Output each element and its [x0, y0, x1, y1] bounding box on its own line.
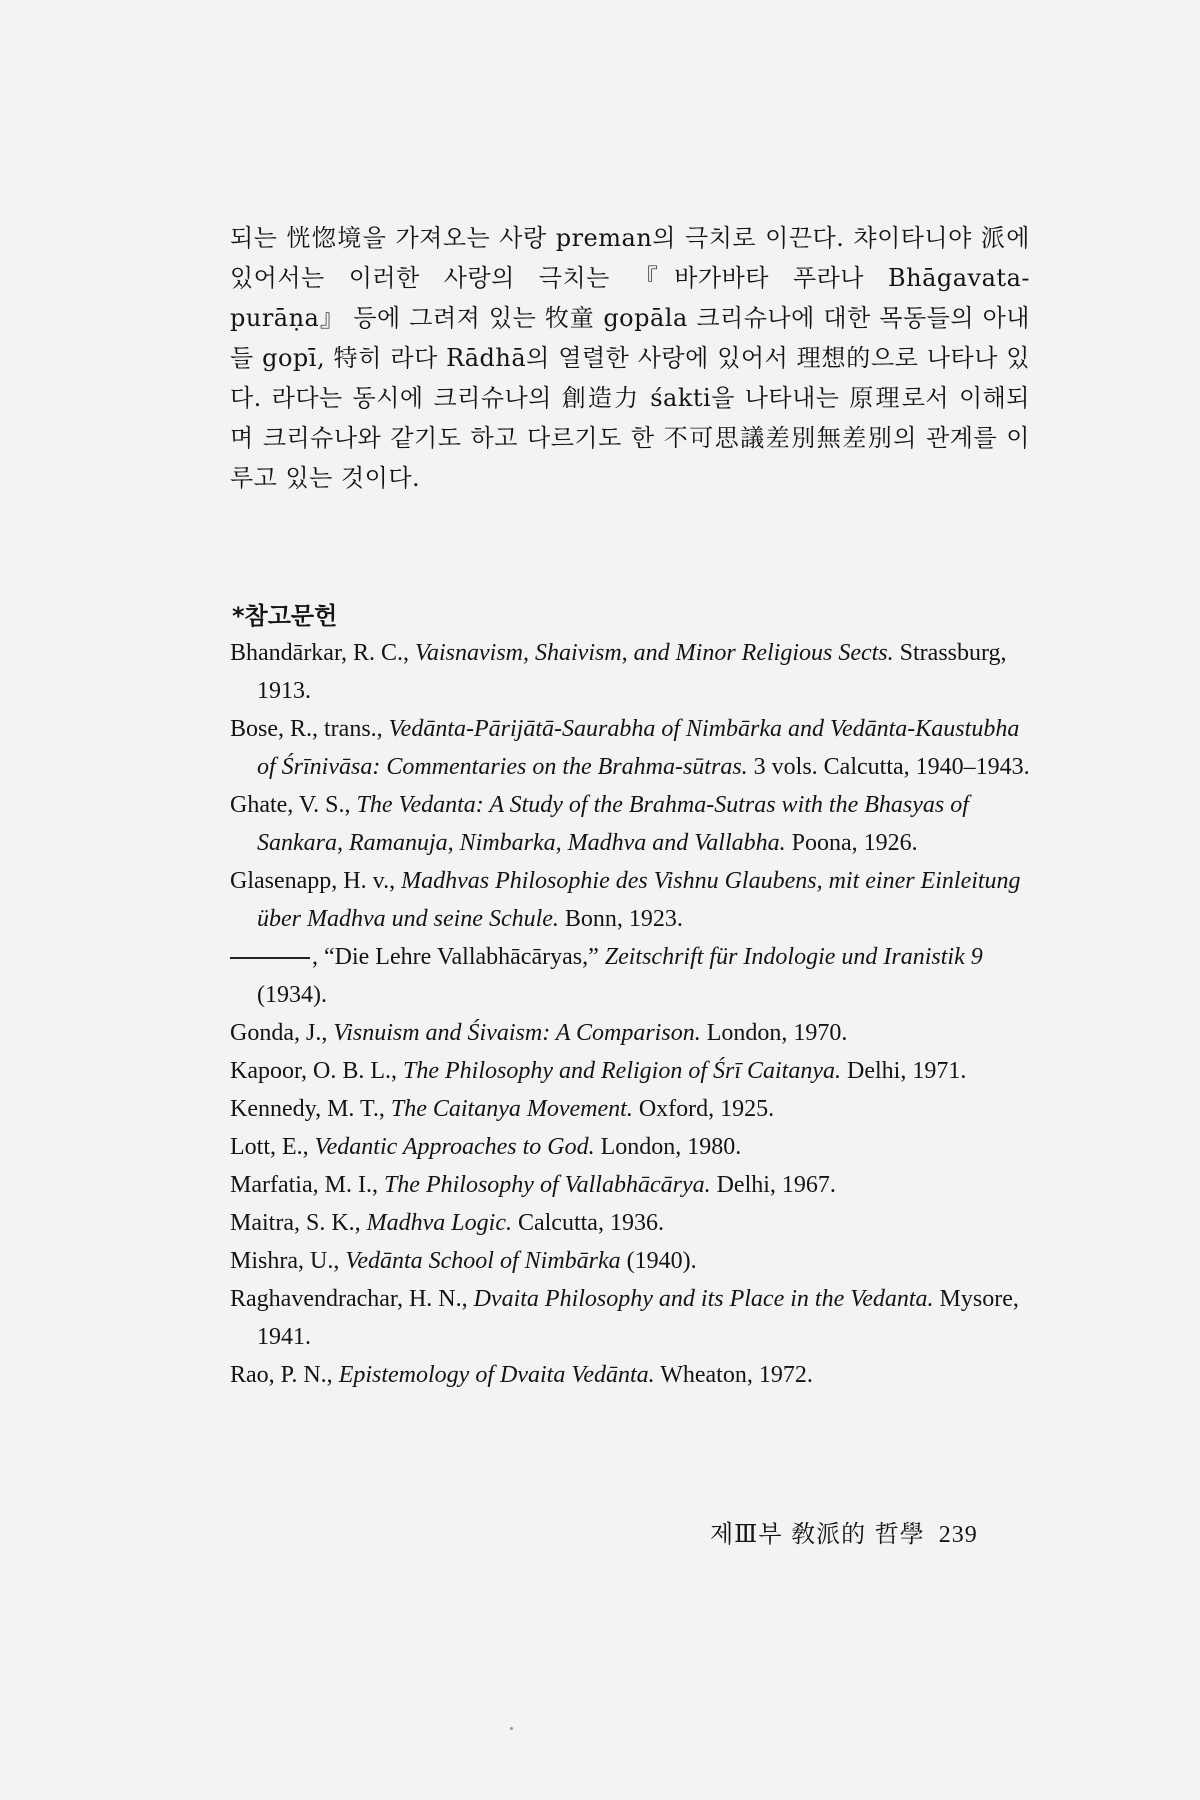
reference-entry	[230, 1052, 1030, 1090]
footer-section-title: 제Ⅲ부 敎派的 哲學	[710, 1520, 925, 1548]
reference-entry	[230, 1356, 1030, 1394]
reference-publication: 3 vols. Calcutta, 1940–1943.	[747, 754, 1030, 780]
reference-title: Madhva Logic.	[366, 1210, 512, 1236]
reference-author: Raghavendrachar, H. N.,	[230, 1286, 474, 1312]
reference-entry	[230, 1090, 1030, 1128]
reference-entry	[230, 862, 1030, 938]
reference-entry	[230, 1204, 1030, 1242]
reference-author: Ghate, V. S.,	[230, 792, 357, 818]
reference-title: Visnuism and Śivaism: A Comparison.	[333, 1020, 701, 1046]
reference-publication: Poona, 1926.	[785, 830, 918, 856]
reference-entry	[230, 938, 1030, 1014]
reference-title: Vaisnavism, Shaivism, and Minor Religious Sects.	[415, 640, 894, 666]
reference-entry	[230, 786, 1030, 862]
reference-publication: London, 1970.	[700, 1020, 848, 1046]
scan-speck	[510, 1727, 513, 1730]
page-number: 239	[938, 1522, 978, 1548]
reference-author: Kennedy, M. T.,	[230, 1096, 391, 1122]
reference-entry	[230, 634, 1030, 710]
reference-author: Kapoor, O. B. L.,	[230, 1058, 404, 1084]
reference-title: Vedānta School of Nimbārka	[345, 1248, 621, 1274]
reference-author: Maitra, S. K.,	[230, 1210, 367, 1236]
reference-title: Dvaita Philosophy and its Place in the Vedanta.	[473, 1286, 934, 1312]
reference-entry	[230, 1014, 1030, 1052]
reference-title: Epistemology of Dvaita Vedānta.	[338, 1362, 655, 1388]
reference-publication: Mysore, 1941.	[257, 1286, 1019, 1350]
reference-publication: (1940).	[620, 1248, 697, 1274]
reference-title: Zeitschrift für Indologie und Iranistik 9	[604, 944, 983, 970]
reference-author: , “Die Lehre Vallabhācāryas,”	[312, 944, 605, 970]
reference-author: Glasenapp, H. v.,	[230, 868, 402, 894]
reference-entry	[230, 710, 1030, 786]
reference-publication: (1934).	[257, 982, 327, 1008]
reference-title: The Philosophy and Religion of Śrī Caitanya.	[403, 1058, 841, 1084]
references-heading: *참고문헌	[232, 602, 338, 630]
reference-entry	[230, 1242, 1030, 1280]
reference-author: Rao, P. N.,	[230, 1362, 339, 1388]
reference-publication: Wheaton, 1972.	[654, 1362, 813, 1388]
reference-author: Lott, E.,	[230, 1134, 315, 1160]
reference-author: Gonda, J.,	[230, 1020, 334, 1046]
reference-author: Bose, R., trans.,	[230, 716, 389, 742]
reference-entry	[230, 1128, 1030, 1166]
reference-entry	[230, 1280, 1030, 1356]
body-paragraph: 되는 恍惚境을 가져오는 사랑 preman의 극치로 이끈다. 챠이타니야 派에 있어서는 이러한 사랑의 극치는 『바가바타 푸라나 Bhāgavata-purāṇa』 등에 그려져 있는 牧童 gopāla 크리슈나에 대한 목동들의 아내들 gopī, 特히 라다 Rādhā의 열렬한 사랑에 있어서 理想的으로 나타나 있다. 라다는 동시에 크리슈나의 創造力 śakti을 나타내는 原理로서 이해되며 크리슈나와 같기도 하고 다르기도 한 不可思議差別無差別의 관계를 이루고 있는 것이다.	[230, 224, 1030, 492]
reference-publication: Bonn, 1923.	[558, 906, 683, 932]
reference-publication: Strassburg, 1913.	[257, 640, 1007, 704]
reference-publication: Delhi, 1967.	[710, 1172, 836, 1198]
reference-entry	[230, 1166, 1030, 1204]
reference-author: Bhandārkar, R. C.,	[230, 640, 416, 666]
reference-title: Vedantic Approaches to God.	[314, 1134, 595, 1160]
reference-publication: London, 1980.	[594, 1134, 742, 1160]
reference-title: The Vedanta: A Study of the Brahma-Sutras with the Bhasyas of Sankara, Ramanuja, Nimbarka, Madhva and Vallabha.	[257, 792, 969, 856]
repeated-author-dash	[230, 957, 310, 959]
reference-author: Mishra, U.,	[230, 1248, 346, 1274]
reference-publication: Calcutta, 1936.	[511, 1210, 664, 1236]
references-list	[230, 634, 1030, 1394]
page-footer	[710, 1514, 978, 1549]
reference-publication: Oxford, 1925.	[632, 1096, 775, 1122]
reference-title: Vedānta-Pārijātā-Saurabha of Nimbārka and Vedānta-Kaustubha of Śrīnivāsa: Commentaries on the Brahma-sūtras.	[257, 716, 1020, 780]
reference-title: The Philosophy of Vallabhācārya.	[383, 1172, 711, 1198]
reference-author: Marfatia, M. I.,	[230, 1172, 384, 1198]
reference-publication: Delhi, 1971.	[841, 1058, 967, 1084]
reference-title: Madhvas Philosophie des Vishnu Glaubens, mit einer Einleitung über Madhva und seine Schule.	[257, 868, 1021, 932]
reference-title: The Caitanya Movement.	[390, 1096, 633, 1122]
